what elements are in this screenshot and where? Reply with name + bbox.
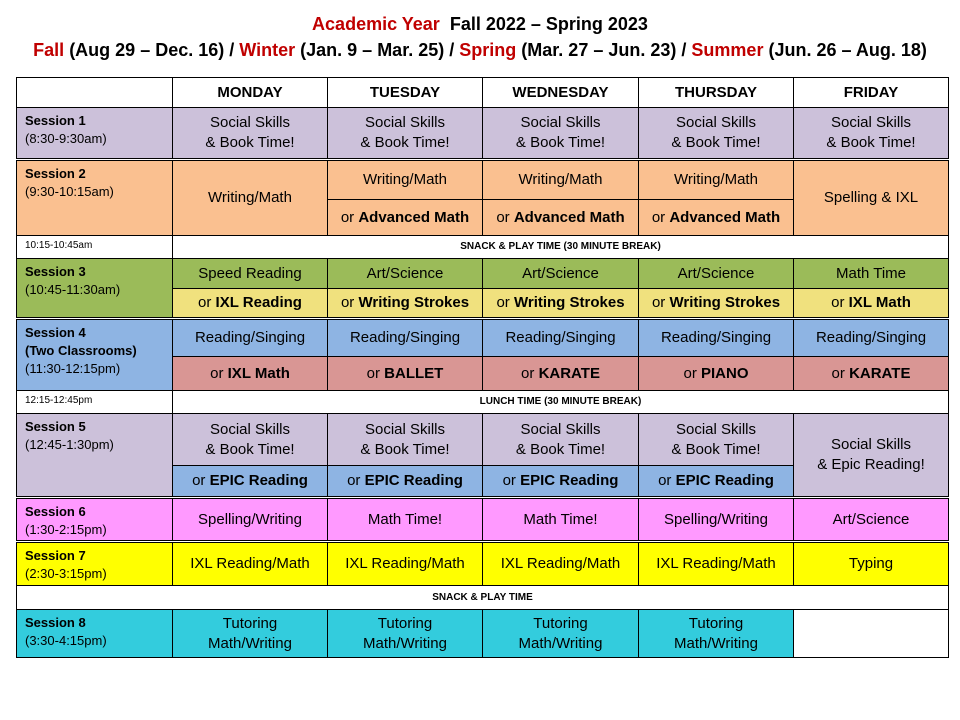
schedule-cell: or EPIC Reading — [483, 466, 639, 498]
schedule-cell: Tutoring Math/Writing — [639, 610, 794, 658]
schedule-cell: Writing/Math — [328, 160, 483, 200]
schedule-cell: Reading/Singing — [173, 319, 328, 357]
schedule-cell: or EPIC Reading — [639, 466, 794, 498]
schedule-cell: Art/Science — [328, 259, 483, 289]
schedule-cell: Reading/Singing — [639, 319, 794, 357]
session-label: Session 6 (1:30-2:15pm) — [17, 498, 173, 542]
schedule-cell: Social Skills & Book Time! — [794, 108, 949, 160]
break-time: 10:15-10:45am — [17, 236, 173, 259]
session-label: Session 7 (2:30-3:15pm) — [17, 542, 173, 586]
session-6-row — [17, 498, 949, 542]
day-header: WEDNESDAY — [483, 78, 639, 108]
schedule-cell: Tutoring Math/Writing — [173, 610, 328, 658]
academic-year-value: Fall 2022 – Spring 2023 — [449, 14, 648, 34]
break-label: LUNCH TIME (30 MINUTE BREAK) — [173, 391, 949, 414]
session-2-row — [17, 160, 949, 200]
schedule-cell: Writing/Math — [639, 160, 794, 200]
schedule-cell: Writing/Math — [173, 160, 328, 236]
term-name: Fall — [33, 40, 65, 60]
session-label: Session 5 (12:45-1:30pm) — [17, 414, 173, 498]
session-label: Session 1 (8:30-9:30am) — [17, 108, 173, 160]
day-header: MONDAY — [173, 78, 328, 108]
schedule-cell: or Writing Strokes — [328, 289, 483, 319]
schedule-cell: or BALLET — [328, 357, 483, 391]
schedule-cell: Spelling/Writing — [173, 498, 328, 542]
schedule-cell: Social Skills & Book Time! — [173, 108, 328, 160]
schedule-cell: Social Skills & Book Time! — [483, 414, 639, 466]
term-dates: (Jan. 9 – Mar. 25) — [300, 40, 445, 60]
break-label: SNACK & PLAY TIME — [17, 586, 949, 610]
schedule-cell: Writing/Math — [483, 160, 639, 200]
schedule-cell: Math Time! — [483, 498, 639, 542]
schedule-cell: or Writing Strokes — [483, 289, 639, 319]
schedule-cell: Social Skills & Epic Reading! — [794, 414, 949, 498]
schedule-cell: Social Skills & Book Time! — [639, 414, 794, 466]
schedule-cell: Art/Science — [483, 259, 639, 289]
session-3-row — [17, 259, 949, 289]
schedule-table — [16, 77, 949, 658]
schedule-cell: Math Time — [794, 259, 949, 289]
schedule-cell: IXL Reading/Math — [639, 542, 794, 586]
session-1-row — [17, 108, 949, 160]
schedule-cell: IXL Reading/Math — [173, 542, 328, 586]
term-separator: / — [229, 40, 235, 60]
session-label: Session 3 (10:45-11:30am) — [17, 259, 173, 319]
schedule-cell: Reading/Singing — [328, 319, 483, 357]
term-dates: (Aug 29 – Dec. 16) — [69, 40, 225, 60]
day-header: FRIDAY — [794, 78, 949, 108]
schedule-cell: or IXL Math — [173, 357, 328, 391]
schedule-cell: Art/Science — [794, 498, 949, 542]
schedule-cell: Reading/Singing — [483, 319, 639, 357]
schedule-cell: or IXL Reading — [173, 289, 328, 319]
schedule-cell: Social Skills & Book Time! — [639, 108, 794, 160]
schedule-cell: or KARATE — [794, 357, 949, 391]
schedule-cell: Spelling/Writing — [639, 498, 794, 542]
schedule-cell: or Advanced Math — [328, 200, 483, 236]
schedule-cell: or EPIC Reading — [173, 466, 328, 498]
term-dates: (Jun. 26 – Aug. 18) — [768, 40, 927, 60]
schedule-cell: or KARATE — [483, 357, 639, 391]
day-header-row — [17, 78, 949, 108]
session-4-row — [17, 319, 949, 357]
schedule-cell: or Advanced Math — [639, 200, 794, 236]
break-row — [17, 236, 949, 259]
day-header: TUESDAY — [328, 78, 483, 108]
schedule-cell: Reading/Singing — [794, 319, 949, 357]
schedule-cell: or EPIC Reading — [328, 466, 483, 498]
session-label: Session 4 (Two Classrooms) (11:30-12:15pm) — [17, 319, 173, 391]
session-8-row — [17, 610, 949, 658]
term-dates: (Mar. 27 – Jun. 23) — [521, 40, 677, 60]
schedule-cell: Tutoring Math/Writing — [328, 610, 483, 658]
schedule-cell: Typing — [794, 542, 949, 586]
term-name: Winter — [239, 40, 296, 60]
break-label: SNACK & PLAY TIME (30 MINUTE BREAK) — [173, 236, 949, 259]
schedule-cell: or Advanced Math — [483, 200, 639, 236]
schedule-cell: or IXL Math — [794, 289, 949, 319]
term-separator: / — [449, 40, 455, 60]
break-row — [17, 586, 949, 610]
term-name: Summer — [691, 40, 764, 60]
session-7-row — [17, 542, 949, 586]
schedule-cell: or Writing Strokes — [639, 289, 794, 319]
schedule-cell: Social Skills & Book Time! — [173, 414, 328, 466]
session-label: Session 8 (3:30-4:15pm) — [17, 610, 173, 658]
schedule-cell: Speed Reading — [173, 259, 328, 289]
schedule-cell: Math Time! — [328, 498, 483, 542]
schedule-cell: Spelling & IXL — [794, 160, 949, 236]
break-time: 12:15-12:45pm — [17, 391, 173, 414]
term-dates-line — [0, 40, 960, 61]
schedule-cell: Tutoring Math/Writing — [483, 610, 639, 658]
academic-year-title — [0, 14, 960, 35]
schedule-cell: Social Skills & Book Time! — [328, 414, 483, 466]
academic-year-label: Academic Year — [312, 14, 440, 34]
schedule-cell: or PIANO — [639, 357, 794, 391]
session-5-row — [17, 414, 949, 466]
term-name: Spring — [459, 40, 517, 60]
session-label: Session 2 (9:30-10:15am) — [17, 160, 173, 236]
term-separator: / — [681, 40, 687, 60]
break-row — [17, 391, 949, 414]
schedule-cell: Social Skills & Book Time! — [483, 108, 639, 160]
schedule-cell: IXL Reading/Math — [483, 542, 639, 586]
day-header: THURSDAY — [639, 78, 794, 108]
schedule-cell: Social Skills & Book Time! — [328, 108, 483, 160]
corner-cell — [17, 78, 173, 108]
empty-cell — [794, 610, 949, 658]
schedule-cell: IXL Reading/Math — [328, 542, 483, 586]
schedule-cell: Art/Science — [639, 259, 794, 289]
